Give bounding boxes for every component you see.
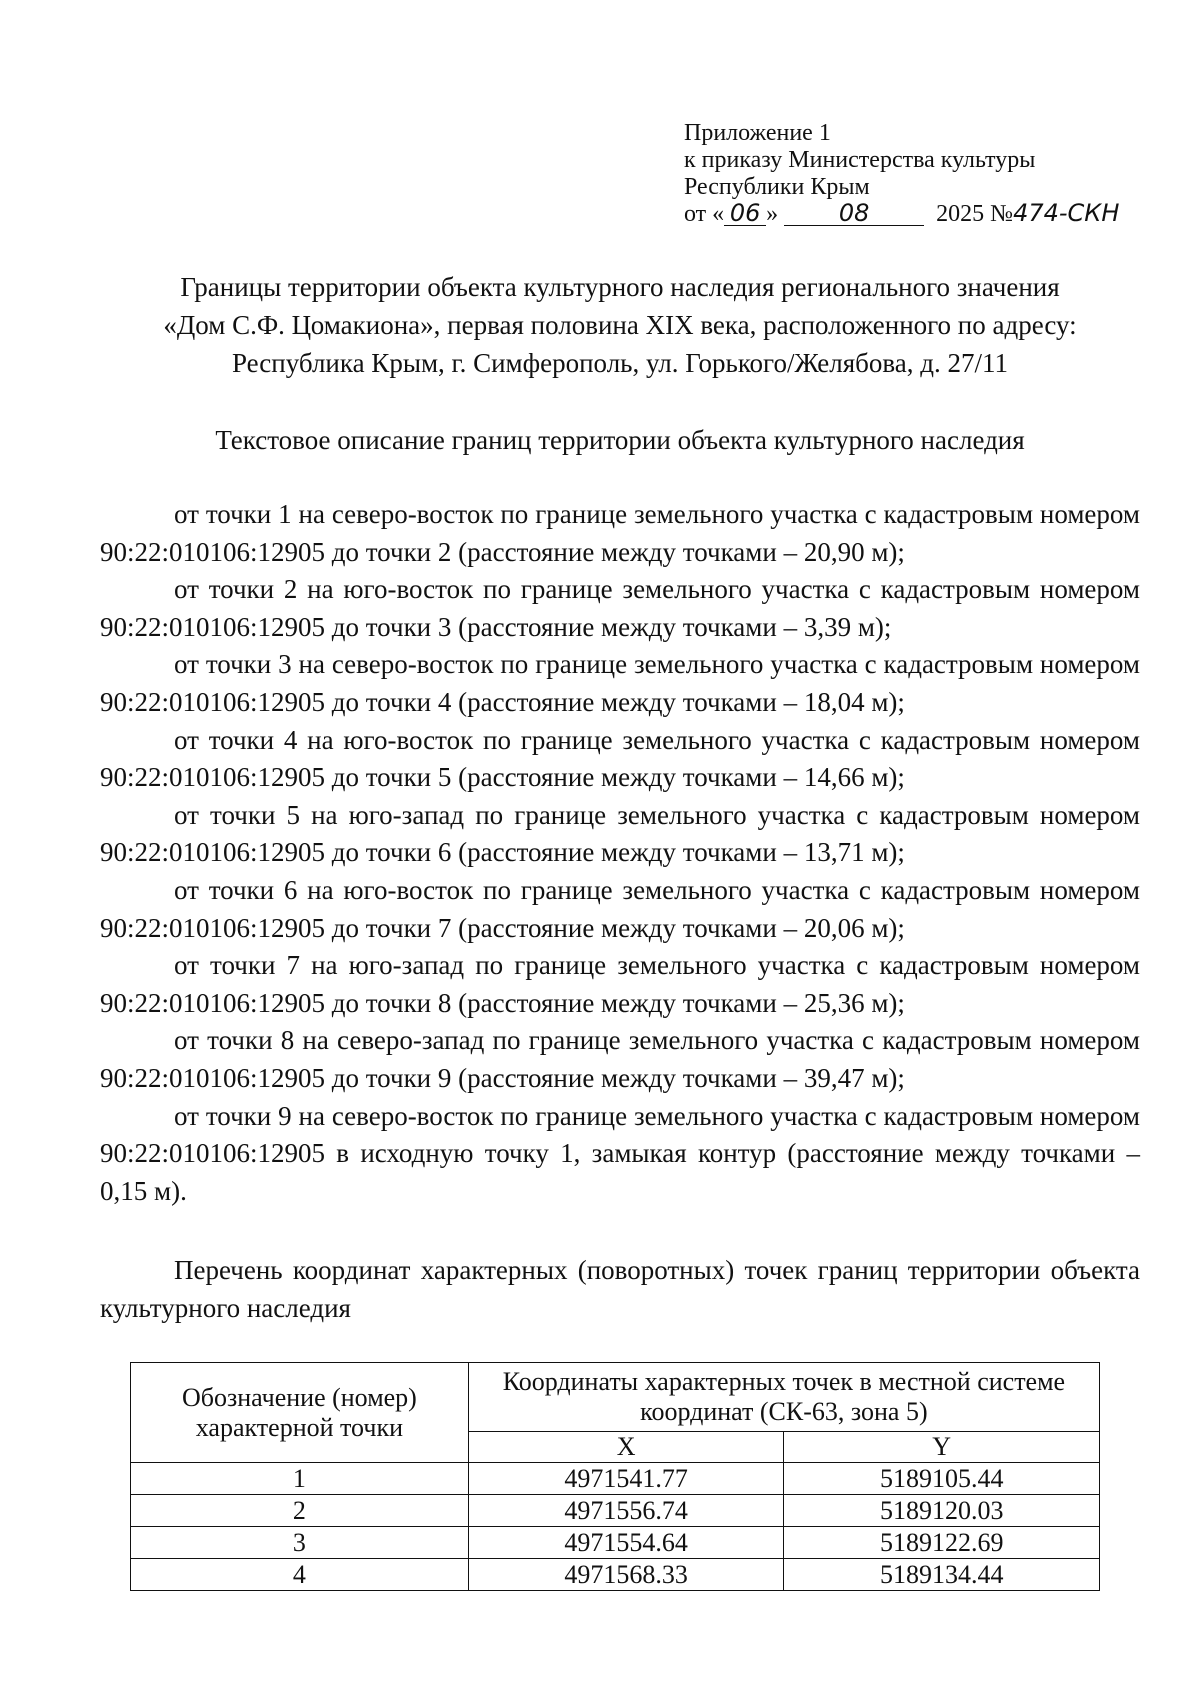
- section-subtitle: Текстовое описание границ территории объекта культурного наследия: [215, 425, 1025, 455]
- order-number: [1013, 199, 1131, 227]
- cell-x: 4971554.64: [468, 1527, 784, 1559]
- paragraph: от точки 3 на северо-восток по границе земельного участка с кадастровым номером 90:22:010106:12905 до точки 4 (расстояние между точками – 18,04 м);: [100, 649, 1140, 717]
- table-row: [131, 1495, 1100, 1527]
- header-coordinates: Координаты характерных точек в местной системе координат (СК-63, зона 5): [468, 1363, 1099, 1432]
- paragraph: от точки 2 на юго-восток по границе земельного участка с кадастровым номером 90:22:010106:12905 до точки 3 (расстояние между точками – 3,39 м);: [100, 574, 1140, 642]
- header-x: X: [468, 1432, 784, 1463]
- cell-y: 5189134.44: [784, 1559, 1100, 1591]
- document-title: [100, 268, 1140, 382]
- paragraph: от точки 1 на северо-восток по границе земельного участка с кадастровым номером 90:22:010106:12905 до точки 2 (расстояние между точками – 20,90 м);: [100, 499, 1140, 567]
- table-header-row: [131, 1363, 1100, 1432]
- coordinates-list-title: Перечень координат характерных (поворотных) точек границ территории объекта культурного наследия: [100, 1255, 1140, 1323]
- title-line-2: «Дом С.Ф. Цомакиона», первая половина XIX века, расположенного по адресу:: [163, 310, 1077, 340]
- cell-point: 3: [131, 1527, 469, 1559]
- title-line-1: Границы территории объекта культурного наследия регионального значения: [180, 272, 1060, 302]
- cell-x: 4971556.74: [468, 1495, 784, 1527]
- paragraph: от точки 4 на юго-восток по границе земельного участка с кадастровым номером 90:22:010106:12905 до точки 5 (расстояние между точками – 14,66 м);: [100, 724, 1140, 793]
- date-day: [724, 199, 766, 227]
- header-point-number: Обозначение (номер) характерной точки: [131, 1363, 469, 1463]
- date-month: [784, 199, 924, 227]
- appendix-date-line: [684, 201, 1131, 228]
- appendix-line-ministry: к приказу Министерства культуры: [684, 147, 1036, 173]
- date-year: 2025 №: [936, 201, 1014, 227]
- paragraph: от точки 6 на юго-восток по границе земельного участка с кадастровым номером 90:22:010106:12905 до точки 7 (расстояние между точками – 20,06 м);: [100, 874, 1140, 943]
- cell-point: 1: [131, 1463, 469, 1495]
- table-row: [131, 1463, 1100, 1495]
- paragraph: от точки 5 на юго-запад по границе земельного участка с кадастровым номером 90:22:010106:12905 до точки 6 (расстояние между точками – 13,71 м);: [100, 799, 1140, 868]
- order-number-handwritten: 474-СКН: [1013, 199, 1120, 227]
- table-row: [131, 1527, 1100, 1559]
- table-row: [131, 1559, 1100, 1591]
- paragraph: от точки 7 на юго-запад по границе земельного участка с кадастровым номером 90:22:010106:12905 до точки 8 (расстояние между точками – 25,36 м);: [100, 950, 1140, 1018]
- cell-x: 4971541.77: [468, 1463, 784, 1495]
- header-y: Y: [784, 1432, 1100, 1463]
- coordinates-table: [130, 1362, 1100, 1591]
- paragraph: от точки 9 на северо-восток по границе земельного участка с кадастровым номером 90:22:010106:12905 в исходную точку 1, замыкая контур (расстояние между точками – 0,15 м).: [100, 1100, 1140, 1206]
- cell-point: 4: [131, 1559, 469, 1591]
- cell-y: 5189120.03: [784, 1495, 1100, 1527]
- date-prefix: от «: [684, 201, 725, 227]
- appendix-title: Приложение 1: [684, 120, 831, 146]
- date-day-handwritten: 06: [729, 199, 761, 227]
- appendix-header: [684, 120, 1131, 228]
- cell-point: 2: [131, 1495, 469, 1527]
- title-line-3: Республика Крым, г. Симферополь, ул. Горького/Желябова, д. 27/11: [231, 348, 1009, 378]
- appendix-line-republic: Республики Крым: [684, 174, 870, 200]
- cell-y: 5189122.69: [784, 1527, 1100, 1559]
- cell-x: 4971568.33: [468, 1559, 784, 1591]
- boundary-description: [100, 496, 1140, 1210]
- paragraph: от точки 8 на северо-запад по границе земельного участка с кадастровым номером 90:22:010106:12905 до точки 9 (расстояние между точками – 39,47 м);: [100, 1025, 1140, 1093]
- cell-y: 5189105.44: [784, 1463, 1100, 1495]
- date-month-handwritten: 08: [838, 199, 870, 227]
- date-quote-close: »: [766, 201, 779, 227]
